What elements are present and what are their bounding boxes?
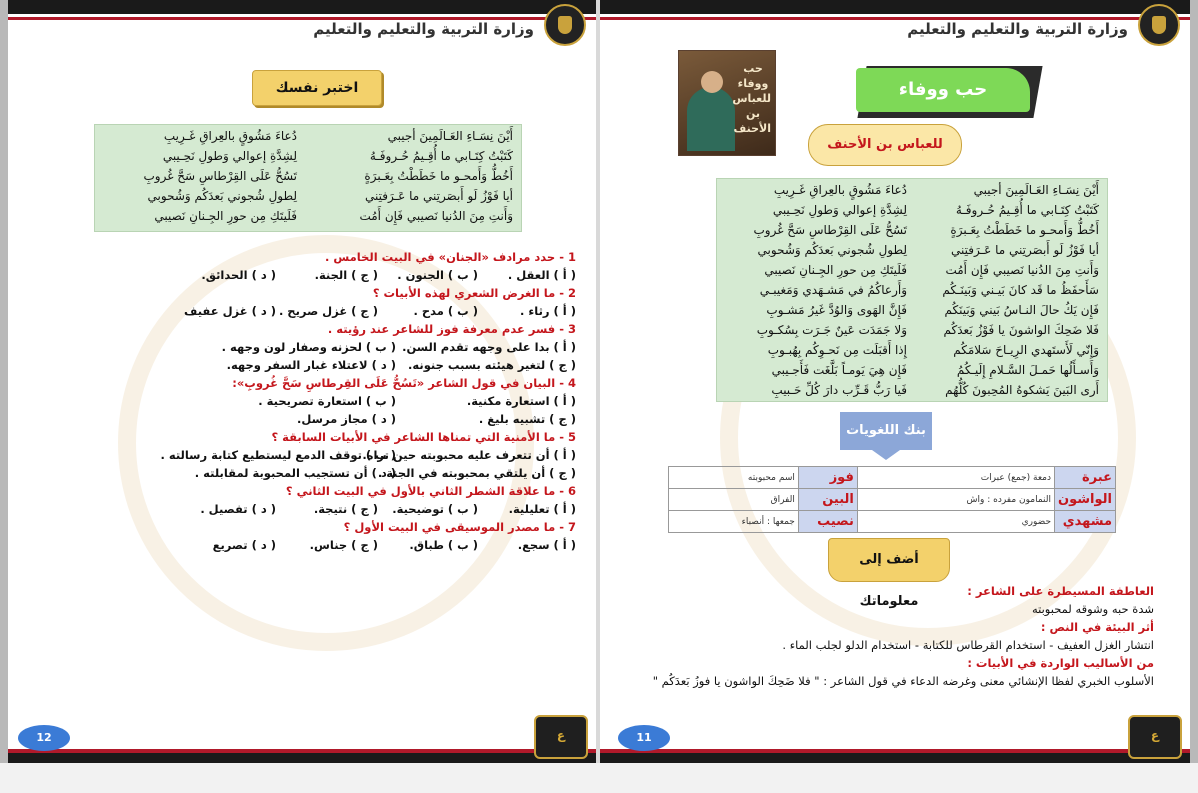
verse-second-half: فَلَيتَكِ مِن حورِ الجِـنانِ نَصيبي bbox=[154, 209, 297, 223]
verse-first-half: وَإِنّي لَأَستَهدي الرِيـاحَ سَلامَكُم bbox=[953, 343, 1099, 357]
question-text: 7 - ما مصدر الموسيقى في البيت الأول ؟ bbox=[343, 520, 576, 534]
poem-verse bbox=[717, 281, 1107, 302]
verse-second-half: لِطولِ شُجوني بَعدَكُم وَشُحوبي bbox=[757, 243, 907, 257]
answer-option: ( ب ) مدح . bbox=[413, 304, 478, 318]
answer-option: ( د ) لاعتلاء غبار السفر وجهه. bbox=[226, 358, 396, 372]
answer-option: ( ب ) طباق. bbox=[409, 538, 478, 552]
poet-picture bbox=[678, 50, 776, 156]
vocab-arrow-icon bbox=[872, 450, 900, 460]
verse-first-half: أَيْنَ نِسَـاءِ العَـالَمِينَ أجيبي bbox=[387, 129, 513, 143]
verse-second-half: إِذا أَقبَلَت مِن نَحـوِكُم بِهُبـوبِ bbox=[767, 343, 907, 357]
ministry-header: وزارة التربية والتعليم والتعليم bbox=[313, 20, 534, 38]
answer-option: ( ب ) استعارة تصريحية . bbox=[258, 394, 396, 408]
answer-option: ( د ) مجاز مرسل. bbox=[297, 412, 396, 426]
answer-option: ( أ ) بدا على وجهه تقدم السن. bbox=[402, 340, 576, 354]
poem-verse bbox=[717, 341, 1107, 362]
vocab-word: فوز bbox=[798, 467, 857, 489]
answer-option: ( د ) تصريع bbox=[212, 538, 276, 552]
verse-second-half: لِشِدَّةِ إعوالي وَطولِ نَحِـيبي bbox=[772, 203, 907, 217]
poem-verse bbox=[717, 361, 1107, 382]
answer-option: ( ج ) غزل صريح . bbox=[278, 304, 378, 318]
book-spine bbox=[596, 0, 600, 763]
verse-second-half: فَلَيتَكِ مِن حورِ الجِـنانِ نَصيبي bbox=[764, 263, 907, 277]
answer-option: ( ب ) الجنون . bbox=[397, 268, 478, 282]
verse-second-half: فَإِن هِيَ يَومـاً بَلَّغَت فَأَجـيبي bbox=[771, 363, 907, 377]
bottom-bar bbox=[8, 753, 596, 763]
answer-option: ( أ ) رثاء . bbox=[520, 304, 576, 318]
verse-first-half: كَتَبْتُ كِتَـابي ما أُقِـيمُ حُـروفَـهُ bbox=[369, 149, 513, 163]
verse-second-half: لِطولِ شُجوني بَعدَكُم وَشُحوبي bbox=[147, 189, 297, 203]
vocab-meaning: دمعة (جمع) عبرات bbox=[857, 467, 1054, 489]
verse-first-half: وَأَنتِ مِنَ الدُنيا نَصيبي فَإِن أَمُت bbox=[945, 263, 1099, 277]
answer-option: ( د ) أن تستجيب المحبوبة لمقابلته . bbox=[194, 466, 396, 480]
vocab-row bbox=[669, 511, 1116, 533]
answer-option: ( أ ) سجع. bbox=[517, 538, 576, 552]
question-text: 6 - ما علاقة الشطر الثاني بالأول في البيت الثاني ؟ bbox=[285, 484, 576, 498]
answer-option: ( ب ) لحزنه وصفار لون وجهه . bbox=[221, 340, 396, 354]
verse-first-half: كَتَبْتُ كِتَـابي ما أُقِـيمُ حُـروفَـهُ bbox=[955, 203, 1099, 217]
page-title: حب ووفاء bbox=[856, 68, 1030, 112]
vocab-table bbox=[668, 466, 1116, 533]
answer-option: ( ج ) لتغير هيئته بسبب جنونه. bbox=[408, 358, 576, 372]
vocab-word: نصيب bbox=[798, 511, 857, 533]
answer-option: ( ب ) توقف الدمع ليستطيع كتابة رسالته . bbox=[160, 448, 396, 462]
section-title: اختبر نفسك bbox=[252, 70, 382, 106]
question-text: 2 - ما الغرض الشعري لهذه الأبيات ؟ bbox=[372, 286, 576, 300]
poem-verse bbox=[95, 187, 521, 208]
vocab-meaning: النمامون مفرده : واش bbox=[857, 489, 1054, 511]
answer-option: ( أ ) العقل . bbox=[507, 268, 576, 282]
verse-second-half: دُعاءَ مَشُوقٍ بالعِراقِ غَـرِيبِ bbox=[773, 183, 907, 197]
verse-first-half: وَأَسـأَلُها حَمـلَ السَّـلامِ إِلَيـكُمُ bbox=[956, 363, 1099, 377]
poem-verse bbox=[95, 167, 521, 188]
answer-option: ( ج ) نتيجة. bbox=[313, 502, 378, 516]
page-number: 12 bbox=[18, 725, 70, 751]
verse-second-half: فَيا رَبُّ قَـرِّب دارَ كُلِّ حَـبيبِ bbox=[771, 383, 907, 397]
answer-option: ( أ ) تعليلية. bbox=[508, 502, 576, 516]
poem-verse bbox=[95, 147, 521, 168]
background-strip bbox=[0, 763, 1198, 793]
poem-verse bbox=[717, 221, 1107, 242]
author-label: للعباس بن الأحنف bbox=[808, 124, 962, 166]
question-text: 1 - حدد مرادف «الجنان» في البيت الخامس . bbox=[325, 250, 576, 264]
top-bar bbox=[600, 0, 1190, 14]
page-number: 11 bbox=[618, 725, 670, 751]
answer-option: ( د ) تفصيل . bbox=[200, 502, 276, 516]
vocab-meaning: حضوري bbox=[857, 511, 1054, 533]
verse-first-half: فَإِن يَكُ حالَ النـاسُ بَيني وَبَينَكُم bbox=[944, 303, 1099, 317]
verse-first-half: فَلا ضَحِكَ الواشونَ يا فَوْزُ بَعدَكُم bbox=[943, 323, 1099, 337]
verse-first-half: أَخُطُّ وَأَمحـو ما خَطَطْتُ بِعَـبرَةٍ bbox=[364, 169, 513, 183]
info-label: العاطفة المسيطرة على الشاعر : bbox=[967, 584, 1154, 598]
vocab-row bbox=[669, 467, 1116, 489]
vocab-row bbox=[669, 489, 1116, 511]
verse-first-half: أيا فَوْزُ لَو أَبصَرتِني ما عَـرَفتِني bbox=[364, 189, 513, 203]
info-title: أضف إلى معلوماتك bbox=[828, 538, 950, 582]
poem-verse bbox=[95, 207, 521, 228]
ministry-seal-icon bbox=[1138, 4, 1180, 46]
verse-first-half: أَرى البَينَ يَشكوهُ المُحِبونَ كُلُّهُم bbox=[945, 383, 1099, 397]
poem-box bbox=[94, 124, 522, 232]
verse-second-half: لِشِدَّةِ إعوالي وَطولِ نَحِـيبي bbox=[162, 149, 297, 163]
ministry-header: وزارة التربية والتعليم والتعليم bbox=[907, 20, 1128, 38]
verse-first-half: سَأَحفَظُ ما قَد كانَ بَيـني وَبَينَـكُم bbox=[942, 283, 1099, 297]
answer-option: ( د ) الحدائق. bbox=[201, 268, 276, 282]
picture-caption: حب ووفاء للعباس بن الأحنف bbox=[732, 62, 771, 135]
question-text: 4 - البيان في قول الشاعر «تَسُحُّ عَلَى القِرطاسِ سَحَّ غُروبِ»: bbox=[232, 376, 576, 390]
verse-first-half: أيا فَوْزُ لَو أَبصَرتِني ما عَـرَفتِني bbox=[950, 243, 1099, 257]
vocab-word: عبرة bbox=[1055, 467, 1116, 489]
answer-option: ( د ) غزل عفيف bbox=[184, 304, 276, 318]
info-text: الأسلوب الخبري لفظا الإنشائي معنى وغرضه الدعاء في قول الشاعر : " فلا ضَحِكَ الواشون يا فوزُ بَعدَكُم " bbox=[652, 674, 1154, 688]
poem-verse bbox=[717, 321, 1107, 342]
verse-second-half: دُعاءَ مَشُوقٍ بالعِراقِ غَـرِيبِ bbox=[163, 129, 297, 143]
answer-option: ( ج ) أن يلتقي بمحبوبته في الجنة . bbox=[377, 466, 576, 480]
verse-first-half: أَخُطُّ وَأَمحـو ما خَطَطْتُ بِعَـبرَةٍ bbox=[950, 223, 1099, 237]
poem-verse bbox=[717, 181, 1107, 202]
top-bar bbox=[8, 0, 596, 14]
answer-option: ( ج ) الجنة. bbox=[314, 268, 378, 282]
verse-second-half: فَإِنَّ الهَوى وَالوُدَّ غَيرُ مَشـوبِ bbox=[766, 303, 907, 317]
bottom-bar bbox=[600, 753, 1190, 763]
ministry-seal-icon bbox=[544, 4, 586, 46]
poem-verse bbox=[717, 301, 1107, 322]
question-text: 5 - ما الأمنية التي تمناها الشاعر في الأبيات السابقة ؟ bbox=[271, 430, 576, 444]
poem-box bbox=[716, 178, 1108, 402]
vocab-meaning: جمعها : أنصباء bbox=[669, 511, 799, 533]
vocab-word: الواشون bbox=[1055, 489, 1116, 511]
poem-verse bbox=[95, 127, 521, 148]
vocab-title: بنك اللغويات bbox=[840, 412, 932, 450]
poem-verse bbox=[717, 201, 1107, 222]
verse-first-half: وَأَنتِ مِنَ الدُنيا نَصيبي فَإِن أَمُت bbox=[359, 209, 513, 223]
answer-option: ( ج ) جناس. bbox=[309, 538, 378, 552]
verse-second-half: وَأَرعاكُمُ في مَشـهَدي وَمَغيبـي bbox=[759, 283, 907, 297]
info-label: من الأساليب الواردة في الأبيات : bbox=[967, 656, 1154, 670]
answer-option: ( أ ) استعارة مكنية. bbox=[466, 394, 576, 408]
poem-verse bbox=[717, 261, 1107, 282]
vocab-meaning: الفراق bbox=[669, 489, 799, 511]
verse-first-half: أَيْنَ نِسَـاءِ العَـالَمِينَ أجيبي bbox=[973, 183, 1099, 197]
answer-option: ( ب ) توضيحية. bbox=[392, 502, 478, 516]
verse-second-half: وَلا جَمَدَت عَينٌ جَـرَت بِسُكـوبِ bbox=[756, 323, 907, 337]
vocab-word: البين bbox=[798, 489, 857, 511]
left-page bbox=[8, 0, 596, 763]
info-text: شدة حبه وشوقه لمحبوبته bbox=[1031, 602, 1154, 616]
right-page bbox=[600, 0, 1190, 763]
vocab-word: مشهدي bbox=[1055, 511, 1116, 533]
verse-second-half: تَسُحُّ عَلَى القِرْطاسِ سَحَّ غُروبِ bbox=[143, 169, 297, 183]
arabic-logo-icon: ع bbox=[534, 715, 588, 759]
poem-verse bbox=[717, 241, 1107, 262]
verse-second-half: تَسُحُّ عَلَى القِرْطاسِ سَحَّ غُروبِ bbox=[753, 223, 907, 237]
answer-option: ( أ ) أن تتعرف عليه محبوبته حين تراه. bbox=[362, 448, 576, 462]
question-text: 3 - فسر عدم معرفة فوز للشاعر عند رؤيته . bbox=[327, 322, 576, 336]
vocab-meaning: اسم محبوبته bbox=[669, 467, 799, 489]
arabic-logo-icon: ع bbox=[1128, 715, 1182, 759]
info-text: انتشار الغزل العفيف - استخدام القرطاس للكتابة - استخدام الدلو لجلب الماء . bbox=[782, 638, 1154, 652]
answer-option: ( ج ) تشبيه بليغ . bbox=[478, 412, 576, 426]
info-label: أثر البيئة في النص : bbox=[1040, 620, 1154, 634]
poem-verse bbox=[717, 381, 1107, 402]
